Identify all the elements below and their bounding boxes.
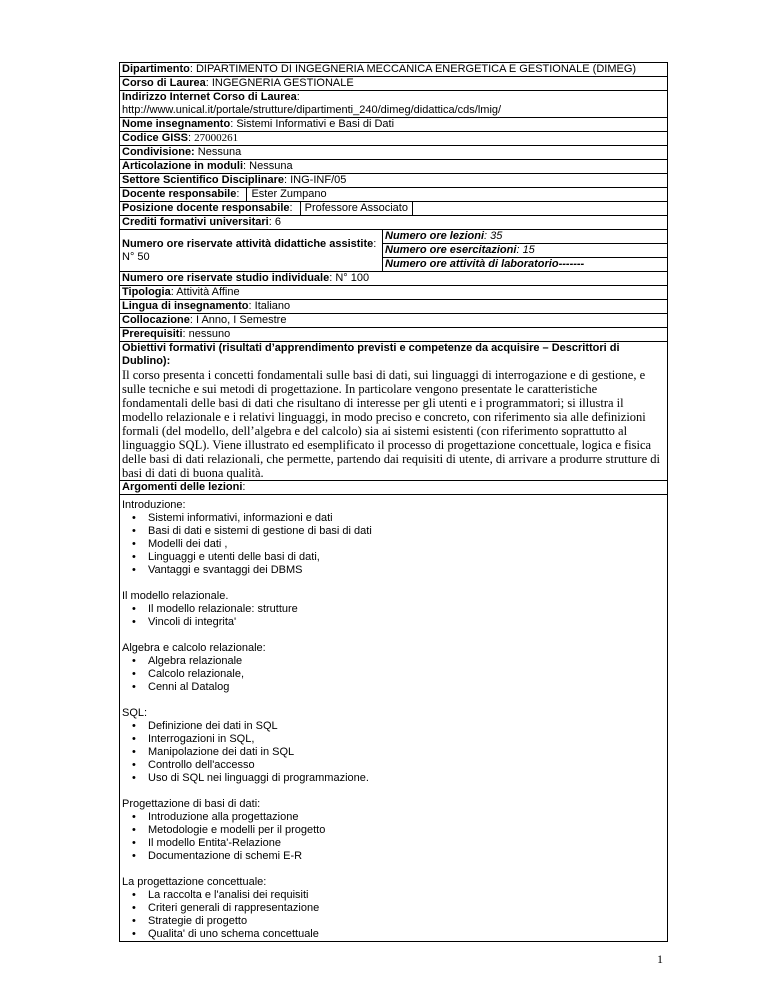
nome-value: Sistemi Informativi e Basi di Dati xyxy=(236,118,395,130)
collocazione-label: Collocazione xyxy=(122,314,190,326)
topic-item: • Il modello relazionale: strutture xyxy=(148,603,665,616)
topic-item: • Sistemi informativi, informazioni e dati xyxy=(148,512,665,525)
topic-item: • Linguaggi e utenti delle basi di dati, xyxy=(148,551,665,564)
row-articolazione: Articolazione in moduli: Nessuna xyxy=(120,160,667,174)
topic-list xyxy=(122,889,665,941)
row-crediti: Crediti formativi universitari: 6 xyxy=(120,216,667,230)
course-info-table xyxy=(119,62,668,942)
prerequisiti-value: nessuno xyxy=(188,328,231,340)
topic-item: • Calcolo relazionale, xyxy=(148,668,665,681)
topic-item: • Basi di dati e sistemi di gestione di basi di dati xyxy=(148,525,665,538)
topic-section xyxy=(122,798,665,863)
topic-list xyxy=(122,720,665,785)
topic-item: • Strategie di progetto xyxy=(148,915,665,928)
indirizzo-value: http://www.unical.it/portale/strutture/dipartimenti_240/dimeg/didattica/cds/lmig/ xyxy=(122,104,502,116)
ore-assistite-value: N° 50 xyxy=(122,250,150,263)
crediti-value: 6 xyxy=(274,216,281,228)
codice-label: Codice GISS xyxy=(122,132,189,144)
topic-item: • Il modello Entita'-Relazione xyxy=(148,837,665,850)
topic-section-title: Algebra e calcolo relazionale: xyxy=(122,642,266,654)
topic-list xyxy=(122,512,665,577)
obiettivi-text: Il corso presenta i concetti fondamentali sulle basi di dati, sui linguaggi di interrogazione e di gestione, e sulle tecniche e sui metodi di progettazione. In particolare vengono presentate le caratteristiche fondamentali delle basi di dati che risultano di interesse per gli utenti e i programmatori; si illustra il modello relazionale e i relativi linguaggi, in modo preciso e concreto, con riferimento sia alle definizioni formali (del modello, dell’algebra e del calcolo) sia ai sistemi esistenti (con riferimento soprattutto al linguaggio SQL). Viene illustrato ed esemplificato il processo di progettazione concettuale, logica e fisica delle basi di dati relazionali, che permette, partendo dai requisiti di utente, di arrivare a produrre strutture di basi di dati di buona qualità. xyxy=(122,368,660,480)
topic-item: • Controllo dell'accesso xyxy=(148,759,665,772)
topic-item: • Manipolazione dei dati in SQL xyxy=(148,746,665,759)
row-indirizzo: Indirizzo Internet Corso di Laurea: http://www.unical.it/portale/strutture/dipartimenti_240/dimeg/didattica/cds/lmig/ xyxy=(120,91,667,118)
lingua-value: Italiano xyxy=(254,300,291,312)
topic-section xyxy=(122,590,665,629)
topic-section xyxy=(122,876,665,941)
row-collocazione: Collocazione: I Anno, I Semestre xyxy=(120,314,667,328)
argomenti-list xyxy=(120,495,667,941)
row-corso: Corso di Laurea: INGEGNERIA GESTIONALE xyxy=(120,77,667,91)
ore-assistite-label: Numero ore riservate attività didattiche assistite xyxy=(122,237,374,250)
topic-item: • Cenni al Datalog xyxy=(148,681,665,694)
articolazione-value: Nessuna xyxy=(249,160,293,172)
docente-value: Ester Zumpano xyxy=(246,188,326,201)
argomenti-label: Argomenti delle lezioni xyxy=(122,481,243,493)
row-codice: Codice GISS: 27000261 xyxy=(120,132,667,146)
docente-label: Docente responsabile xyxy=(122,188,237,200)
topic-item: • Documentazione di schemi E-R xyxy=(148,850,665,863)
posizione-label: Posizione docente responsabile xyxy=(122,202,290,214)
topic-item: • Introduzione alla progettazione xyxy=(148,811,665,824)
collocazione-value: I Anno, I Semestre xyxy=(195,314,287,326)
articolazione-label: Articolazione in moduli xyxy=(122,160,244,172)
row-dipartimento: Dipartimento: DIPARTIMENTO DI INGEGNERIA MECCANICA ENERGETICA E GESTIONALE (DIMEG) xyxy=(120,63,667,77)
topic-item: • La raccolta e l'analisi dei requisiti xyxy=(148,889,665,902)
ore-esercitazioni-value: 15 xyxy=(522,244,535,256)
row-obiettivi: Obiettivi formativi (risultati d’apprendimento previsti e competenze da acquisire – Descrittori di Dublino): Il corso presenta i concetti fondamentali sulle basi di dati, sui linguaggi di interrogazione e di gestione, e sulle tecniche e sui metodi di progettazione. In particolare vengono presentate le caratteristiche fondamentali delle basi di dati che risultano di interesse per gli utenti e i programmatori; si illustra il modello relazionale e i relativi linguaggi, in modo preciso e concreto, con riferimento sia alle definizioni formali (del modello, dell’algebra e del calcolo) sia ai sistemi esistenti (con riferimento soprattutto al linguaggio SQL). Viene illustrato ed esemplificato il processo di progettazione concettuale, logica e fisica delle basi di dati relazionali, che permette, partendo dai requisiti di utente, di arrivare a produrre strutture di basi di dati di buona qualità. xyxy=(120,342,667,481)
prerequisiti-label: Prerequisiti xyxy=(122,328,183,340)
page-number: 1 xyxy=(657,952,663,966)
topic-item: • Qualita' di uno schema concettuale xyxy=(148,928,665,941)
row-tipologia: Tipologia: Attività Affine xyxy=(120,286,667,300)
row-prerequisiti: Prerequisiti: nessuno xyxy=(120,328,667,342)
row-settore: Settore Scientifico Disciplinare: ING-INF/05 xyxy=(120,174,667,188)
studio-label: Numero ore riservate studio individuale xyxy=(122,272,330,284)
row-argomenti-label: Argomenti delle lezioni: xyxy=(120,481,667,495)
topic-item: • Modelli dei dati , xyxy=(148,538,665,551)
ore-lezioni: Numero ore lezioni: 35 xyxy=(383,230,667,244)
nome-label: Nome insegnamento xyxy=(122,118,231,130)
topic-section-title: Introduzione: xyxy=(122,499,186,511)
ore-esercitazioni: Numero ore esercitazioni: 15 xyxy=(383,244,667,258)
ore-breakdown-cell xyxy=(383,230,667,271)
row-condivisione xyxy=(120,146,667,160)
tipologia-value: Attività Affine xyxy=(176,286,240,298)
row-lingua: Lingua di insegnamento: Italiano xyxy=(120,300,667,314)
dipartimento-value: DIPARTIMENTO DI INGEGNERIA MECCANICA ENERGETICA E GESTIONALE (DIMEG) xyxy=(195,63,637,75)
crediti-label: Crediti formativi universitari xyxy=(122,216,269,228)
topic-list xyxy=(122,603,665,629)
row-docente: Docente responsabile: Ester Zumpano xyxy=(120,188,667,202)
topic-item: • Criteri generali di rappresentazione xyxy=(148,902,665,915)
condivisione-label: Condivisione: xyxy=(122,146,195,158)
ore-esercitazioni-label: Numero ore esercitazioni xyxy=(385,244,517,256)
corso-value: INGEGNERIA GESTIONALE xyxy=(211,77,354,89)
row-nome: Nome insegnamento: Sistemi Informativi e Basi di Dati xyxy=(120,118,667,132)
topic-item: • Interrogazioni in SQL, xyxy=(148,733,665,746)
topic-list xyxy=(122,811,665,863)
topic-item: • Algebra relazionale xyxy=(148,655,665,668)
row-posizione: Posizione docente responsabile: Professore Associato xyxy=(120,202,667,216)
topic-section-title: SQL: xyxy=(122,707,148,719)
topic-item: • Metodologie e modelli per il progetto xyxy=(148,824,665,837)
indirizzo-label: Indirizzo Internet Corso di Laurea xyxy=(122,91,297,103)
dipartimento-label: Dipartimento xyxy=(122,63,190,75)
topic-item: • Definizione dei dati in SQL xyxy=(148,720,665,733)
topic-item: • Vantaggi e svantaggi dei DBMS xyxy=(148,564,665,577)
obiettivi-label: Obiettivi formativi (risultati d’apprendimento previsti e competenze da acquisire – Descrittori di Dublino) xyxy=(122,342,620,367)
ore-lezioni-label: Numero ore lezioni xyxy=(385,230,485,242)
topic-item: • Uso di SQL nei linguaggi di programmazione. xyxy=(148,772,665,785)
row-studio: Numero ore riservate studio individuale: N° 100 xyxy=(120,272,667,286)
tipologia-label: Tipologia xyxy=(122,286,171,298)
topic-list xyxy=(122,655,665,694)
ore-laboratorio-label: Numero ore attività di laboratorio------- xyxy=(385,258,585,270)
row-ore xyxy=(120,230,667,272)
ore-laboratorio xyxy=(383,258,667,271)
corso-label: Corso di Laurea xyxy=(122,77,206,89)
topic-section xyxy=(122,707,665,785)
topic-section-title: Progettazione di basi di dati: xyxy=(122,798,261,810)
ore-assistite-cell: Numero ore riservate attività didattiche assistite: N° 50 xyxy=(120,230,383,271)
topic-section-title: Il modello relazionale. xyxy=(122,590,229,602)
topic-section xyxy=(122,642,665,694)
ore-lezioni-value: 35 xyxy=(490,230,503,242)
codice-value: 27000261 xyxy=(194,132,239,144)
studio-value: N° 100 xyxy=(335,272,370,284)
settore-value: ING-INF/05 xyxy=(290,174,347,186)
lingua-label: Lingua di insegnamento xyxy=(122,300,249,312)
topic-item: • Vincoli di integrita' xyxy=(148,616,665,629)
topic-section-title: La progettazione concettuale: xyxy=(122,876,267,888)
settore-label: Settore Scientifico Disciplinare xyxy=(122,174,284,186)
condivisione-value: Nessuna xyxy=(197,146,242,158)
topic-section xyxy=(122,499,665,577)
posizione-value: Professore Associato xyxy=(300,202,413,215)
